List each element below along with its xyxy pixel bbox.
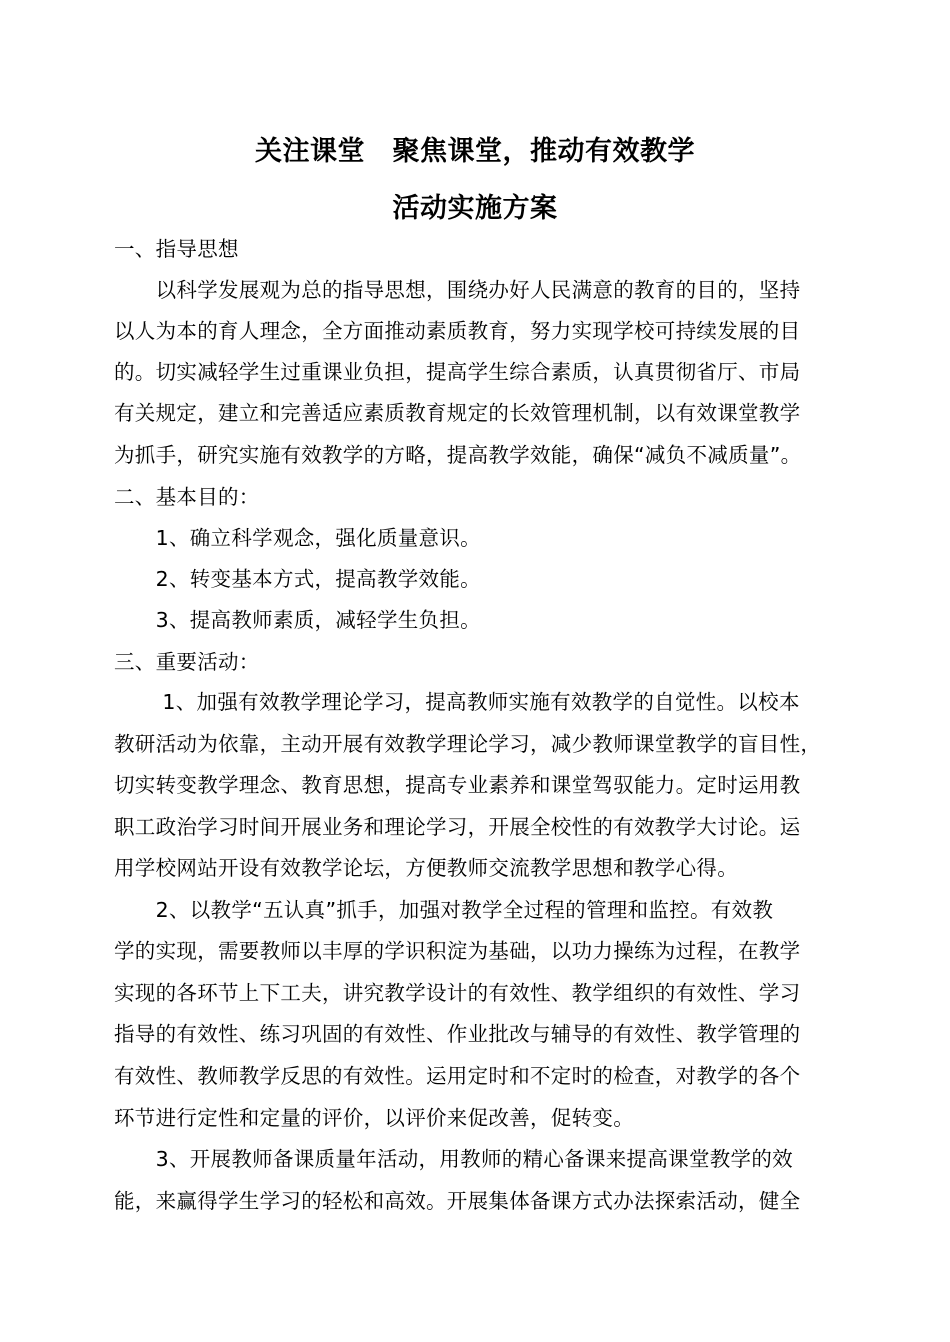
paragraph-line: 职工政治学习时间开展业务和理论学习，开展全校性的有效教学大讨论。运: [114, 815, 801, 839]
section-heading: 二、基本目的：: [114, 485, 260, 509]
paragraph-line: 实现的各环节上下工夫，讲究教学设计的有效性、教学组织的有效性、学习: [114, 981, 801, 1005]
paragraph-line: 指导的有效性、练习巩固的有效性、作业批改与辅导的有效性、教学管理的: [114, 1022, 801, 1046]
paragraph-line: 有效性、教师教学反思的有效性。运用定时和不定时的检查，对教学的各个: [114, 1064, 801, 1088]
paragraph-line: 3、开展教师备课质量年活动，用教师的精心备课来提高课堂教学的效: [114, 1147, 793, 1171]
paragraph-line: 能，来赢得学生学习的轻松和高效。开展集体备课方式办法探索活动，健全: [114, 1189, 801, 1213]
list-item: 3、提高教师素质，减轻学生负担。: [114, 608, 481, 632]
paragraph-line: 以人为本的育人理念，全方面推动素质教育，努力实现学校可持续发展的目: [114, 319, 801, 343]
section-heading: 一、指导思想: [114, 237, 239, 261]
document-title: 关注课堂 聚焦课堂，推动有效教学: [255, 136, 695, 167]
paragraph-line: 的。切实减轻学生过重课业负担，提高学生综合素质，认真贯彻省厅、市局: [114, 360, 801, 384]
section-heading: 三、重要活动：: [114, 650, 260, 674]
document-subtitle: 活动实施方案: [392, 193, 558, 224]
paragraph-line: 为抓手，研究实施有效教学的方略，提高教学效能，确保“减负不减质量”。: [114, 443, 802, 467]
paragraph-line: 学的实现，需要教师以丰厚的学识积淀为基础，以功力操练为过程，在教学: [114, 939, 801, 963]
paragraph-line: 教研活动为依靠，主动开展有效教学理论学习，减少教师课堂教学的盲目性，: [114, 732, 822, 756]
paragraph-line: 2、以教学“五认真”抓手，加强对教学全过程的管理和监控。有效教: [114, 898, 774, 922]
paragraph-line: 切实转变教学理念、教育思想，提高专业素养和课堂驾驭能力。定时运用教: [114, 773, 801, 797]
paragraph-line: 用学校网站开设有效教学论坛，方便教师交流教学思想和教学心得。: [114, 856, 738, 880]
paragraph-line: 以科学发展观为总的指导思想，围绕办好人民满意的教育的目的，坚持: [114, 278, 801, 302]
list-item: 1、确立科学观念，强化质量意识。: [114, 526, 481, 550]
list-item: 2、转变基本方式，提高教学效能。: [114, 567, 481, 591]
paragraph-line: 1、加强有效教学理论学习，提高教师实施有效教学的自觉性。以校本: [114, 690, 800, 714]
paragraph-line: 环节进行定性和定量的评价，以评价来促改善，促转变。: [114, 1106, 634, 1130]
paragraph-line: 有关规定，建立和完善适应素质教育规定的长效管理机制，以有效课堂教学: [114, 401, 801, 425]
